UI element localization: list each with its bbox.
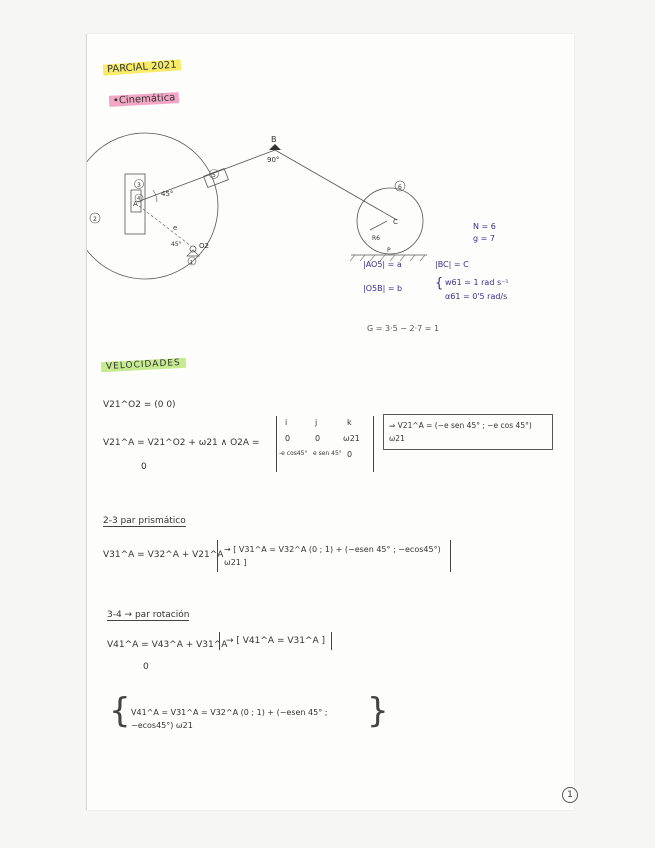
velocidades-heading [101, 358, 186, 372]
final-equation: V41^A = V31^A = V32^A (0 ; 1) + (−esen 45° ; −ecos45°) ω21 [131, 708, 328, 730]
eq-v31-a-result: → [ V31^A = V32^A (0 ; 1) + (−esen 45° ; −ecos45°) ω21 ] [217, 540, 451, 572]
body-label-3: 3 [137, 182, 141, 189]
label-r6: R6 [372, 235, 380, 242]
label-o2: O2 [199, 242, 209, 250]
det-r3c3: 0 [347, 450, 353, 459]
notebook-page [86, 34, 574, 810]
eq-v31-a: V31^A = V32^A + V21^A [103, 550, 224, 560]
final-brace-right: } [367, 691, 389, 731]
eq-v21-a-lhs: V21^A = V21^O2 + ω21 ∧ O2A = [103, 438, 260, 448]
det-j: j [315, 418, 318, 427]
eq-v21-a-result: ⇒ V21^A = (−e sen 45° ; −e cos 45°) ω21 [383, 414, 553, 450]
line-a-o2 [139, 206, 191, 246]
det-r2c3: ω21 [343, 434, 360, 443]
body-label-4: 4 [137, 196, 141, 202]
wheel-6 [357, 188, 423, 254]
det-r3c2: e sen 45° [313, 450, 342, 457]
velocidades-highlight: VELOCIDADES [101, 358, 186, 372]
page-title [103, 59, 181, 75]
dof-n: N = 6 [473, 222, 496, 231]
disk-2 [87, 133, 218, 279]
omega-61: w61 = 1 rad s⁻¹ [445, 278, 509, 287]
support-o2 [187, 250, 199, 256]
length-ao5: |AO5| = a [363, 260, 402, 269]
label-angle-45-b: 45° [171, 241, 182, 248]
rotation-heading: 3-4 → par rotación [107, 610, 190, 620]
length-bc: |BC| = C [435, 260, 469, 269]
label-c: C [393, 218, 398, 226]
label-e: e [173, 224, 178, 232]
determinant [276, 416, 374, 472]
subtitle-highlight: •Cinemática [109, 92, 180, 107]
zero-note-2: 0 [143, 662, 149, 672]
dof-g: g = 7 [473, 234, 495, 243]
det-i: i [285, 418, 288, 427]
length-o5b: |O5B| = b [363, 284, 403, 293]
body-label-5: 5 [212, 172, 216, 179]
eq-v21-o2: V21^O2 = (0 0) [103, 400, 176, 410]
det-r2c1: 0 [285, 434, 291, 443]
label-a: A [133, 200, 138, 208]
zero-note-1: 0 [141, 462, 147, 472]
body-label-2: 2 [93, 216, 97, 223]
mechanism-diagram [87, 94, 574, 284]
alpha-61: α61 = 0'5 rad/s [445, 292, 508, 301]
prismatic-heading: 2-3 par prismático [103, 516, 186, 526]
eq-v41-a-result: → [ V41^A = V31^A ] [219, 632, 332, 650]
pin-b [269, 144, 281, 150]
link-bc [275, 150, 397, 220]
label-b: B [271, 135, 277, 144]
brace: { [435, 276, 444, 291]
det-k: k [347, 418, 352, 427]
link-5 [137, 150, 275, 202]
det-r2c2: 0 [315, 434, 321, 443]
body-label-1: 1 [190, 260, 194, 266]
det-r3c1: -e cos45° [279, 450, 308, 457]
label-angle-45-a: 45° [161, 190, 174, 198]
label-p: P [387, 247, 391, 254]
eq-v41-a: V41^A = V43^A + V31^A [107, 640, 228, 650]
title-highlight: PARCIAL 2021 [103, 59, 181, 75]
mobility-g: G = 3·5 − 2·7 = 1 [367, 324, 440, 333]
body-label-6: 6 [398, 184, 402, 191]
pin-o2 [190, 246, 196, 252]
radius-r6 [370, 221, 387, 230]
page-number: 1 [562, 787, 578, 803]
final-brace-left: { [109, 691, 131, 731]
label-angle-90: 90° [267, 156, 280, 164]
